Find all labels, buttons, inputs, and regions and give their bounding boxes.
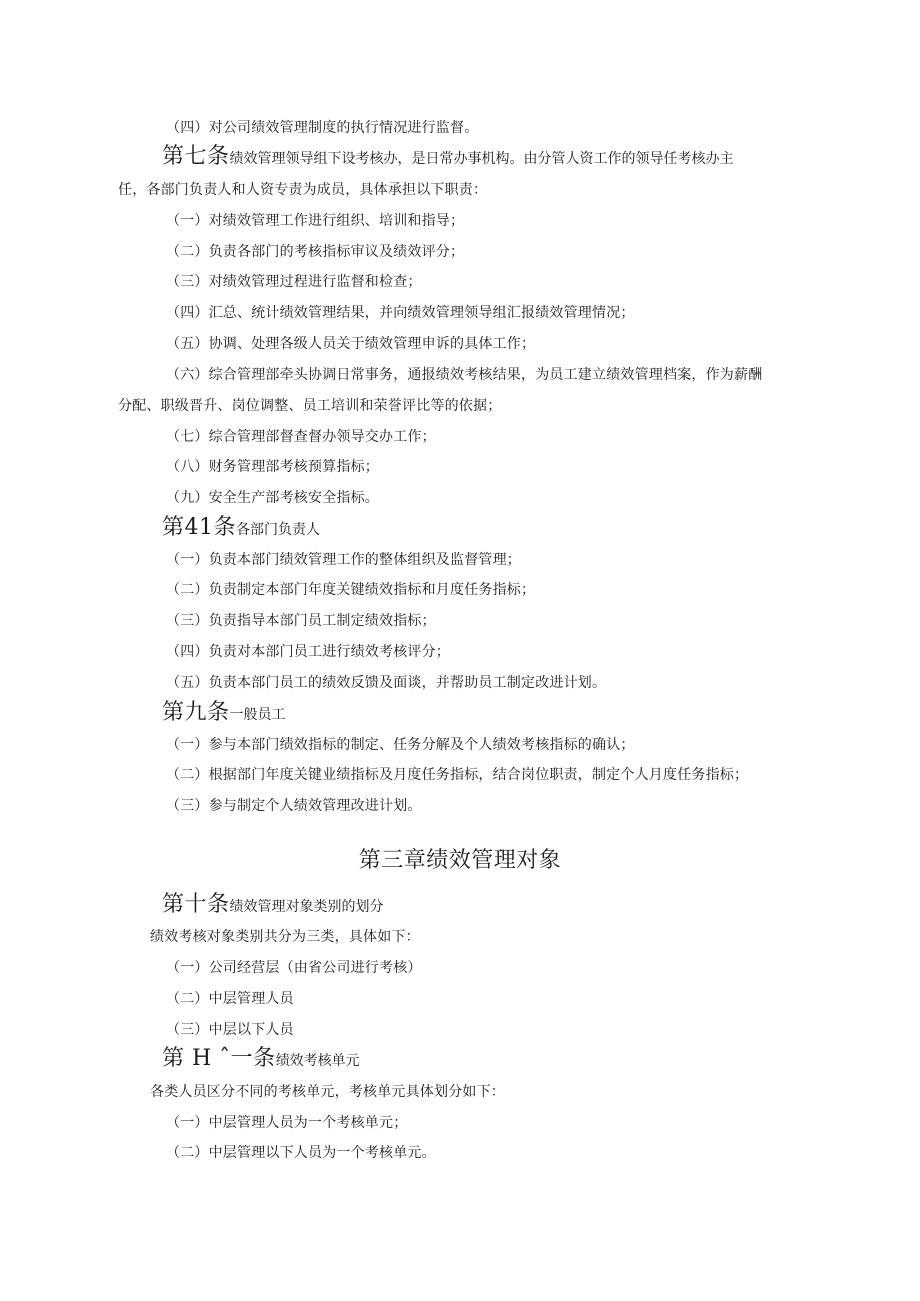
list-item: （二）中层管理以下人员为一个考核单元。: [166, 1145, 436, 1161]
clause-supervision: （四）对公司绩效管理制度的执行情况进行监督。: [166, 120, 479, 136]
list-item: （二）中层管理人员: [166, 991, 294, 1007]
article-9-heading: [162, 698, 286, 730]
list-item: （一）公司经营层（由省公司进行考核）: [166, 960, 422, 976]
article-text: 各部门负责人: [236, 522, 320, 538]
list-item: （三）对绩效管理过程进行监督和检查；: [166, 274, 422, 290]
list-item: （三）负责指导本部门员工制定绩效指标；: [166, 613, 436, 629]
list-item: （八）财务管理部考核预算指标；: [166, 459, 379, 475]
list-item: （五）负责本部门员工的绩效反馈及面谈，并帮助员工制定改进计划。: [166, 675, 607, 691]
list-item: （一）中层管理人员为一个考核单元；: [166, 1115, 408, 1131]
list-item: （三）参与制定个人绩效管理改进计划。: [166, 798, 422, 814]
article-number: 第 H ˆ一条: [162, 1046, 276, 1071]
list-item: （三）中层以下人员: [166, 1022, 294, 1038]
list-item: （二）根据部门年度关键业绩指标及月度任务指标，结合岗位职责，制定个人月度任务指标；: [166, 767, 749, 783]
list-item: （五）协调、处理各级人员关于绩效管理申诉的具体工作；: [166, 336, 536, 352]
article-text: 一般员工: [229, 707, 286, 723]
article-number: 第九条: [162, 700, 230, 725]
list-item: （一）参与本部门绩效指标的制定、任务分解及个人绩效考核指标的确认；: [166, 737, 635, 753]
article-text: 绩效管理领导组下设考核办，是日常办事机构。由分管人资工作的领导任考核办主: [229, 151, 734, 167]
article-number: 第41条: [162, 515, 236, 540]
list-item: （一）对绩效管理工作进行组织、培训和指导；: [166, 213, 465, 229]
list-item: （四）负责对本部门员工进行绩效考核评分；: [166, 644, 450, 660]
list-item: （一）负责本部门绩效管理工作的整体组织及监督管理；: [166, 552, 521, 568]
article-7-heading: [162, 142, 734, 174]
article-10-heading: [162, 890, 384, 922]
list-item-continuation: 分配、职级晋升、岗位调整、员工培训和荣誉评比等的依据；: [118, 398, 502, 414]
article-8-heading: [162, 513, 320, 545]
article-text: 绩效考核单元: [275, 1053, 360, 1069]
article-number: 第七条: [162, 144, 230, 169]
article-11-heading: [162, 1044, 360, 1076]
list-item: （九）安全生产部考核安全指标。: [166, 490, 379, 506]
list-item: （六）综合管理部牵头协调日常事务，通报绩效考核结果，为员工建立绩效管理档案，作为薪酬: [166, 367, 763, 383]
article-number: 第十条: [162, 892, 230, 917]
list-item: （四）汇总、统计绩效管理结果，并向绩效管理领导组汇报绩效管理情况；: [166, 305, 635, 321]
article-11-intro: 各类人员区分不同的考核单元，考核单元具体划分如下：: [150, 1084, 505, 1100]
chapter-title: 第三章绩效管理对象: [358, 848, 562, 873]
article-7-continuation: 任，各部门负责人和人资专责为成员，具体承担以下职责：: [118, 182, 488, 198]
list-item: （二）负责各部门的考核指标审议及绩效评分；: [166, 244, 465, 260]
article-text: 绩效管理对象类别的划分: [229, 899, 384, 915]
article-10-intro: 绩效考核对象类别共分为三类，具体如下：: [150, 929, 420, 945]
list-item: （二）负责制定本部门年度关键绩效指标和月度任务指标；: [166, 582, 536, 598]
list-item: （七）综合管理部督查督办领导交办工作；: [166, 429, 436, 445]
